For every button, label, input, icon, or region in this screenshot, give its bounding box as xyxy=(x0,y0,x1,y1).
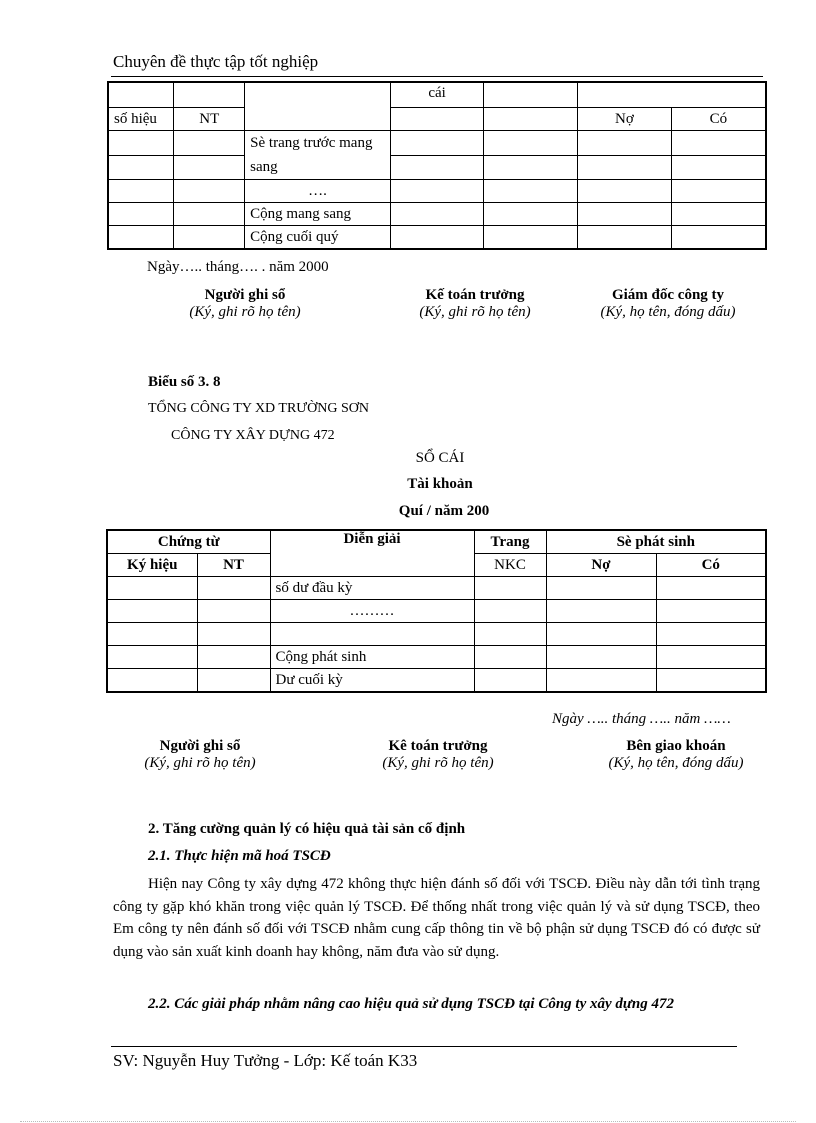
table-cell xyxy=(245,82,391,131)
table-cell xyxy=(474,669,546,693)
table-cell xyxy=(578,155,672,180)
table-cell xyxy=(390,203,484,226)
signature-title: Người ghi sổ xyxy=(159,738,241,754)
table-cell xyxy=(671,180,766,203)
table-cell xyxy=(671,226,766,250)
ledger-table xyxy=(106,529,767,693)
table-cell xyxy=(108,155,174,180)
table-row xyxy=(107,646,766,669)
table-cell xyxy=(484,203,578,226)
signature-title: Kế toán trưởng xyxy=(425,287,525,303)
signature-recorder xyxy=(110,738,290,772)
table-cell xyxy=(107,577,197,600)
page-header-title: Chuyên đề thực tập tốt nghiệp xyxy=(113,52,319,71)
table-cell xyxy=(578,203,672,226)
ledger-title: SỔ CÁI xyxy=(415,450,465,466)
signature-title: Kê toán trưởng xyxy=(388,738,488,754)
table-cell xyxy=(390,108,484,131)
table-cell xyxy=(197,646,270,669)
signature-chief-accountant xyxy=(385,287,565,321)
table-cell xyxy=(474,623,546,646)
table-row xyxy=(108,226,766,250)
table-cell xyxy=(671,203,766,226)
table-cell xyxy=(671,155,766,180)
header-divider xyxy=(111,76,763,77)
ledger-period: Quí / năm 200 xyxy=(398,503,490,519)
table-cell xyxy=(107,646,197,669)
table-row xyxy=(107,669,766,693)
table-cell xyxy=(484,180,578,203)
table-cell xyxy=(484,82,578,108)
column-header: Trang xyxy=(474,530,546,554)
table-cell xyxy=(546,646,656,669)
signature-note: (Ký, ghi rõ họ tên) xyxy=(419,304,531,320)
form-label: Biểu số 3. 8 xyxy=(148,374,221,390)
table-cell: cái xyxy=(390,82,484,108)
table-cell xyxy=(390,131,484,156)
footer-divider xyxy=(111,1046,737,1047)
table-row xyxy=(108,131,766,156)
table-cell xyxy=(108,180,174,203)
table-cell: Cộng phát sinh xyxy=(270,646,474,669)
table-cell xyxy=(108,226,174,250)
table-cell xyxy=(197,577,270,600)
signature-date: Ngày….. tháng…. . năm 2000 xyxy=(147,259,329,275)
table-cell xyxy=(174,82,245,108)
table-cell xyxy=(656,623,766,646)
table-cell xyxy=(174,180,245,203)
table-cell xyxy=(656,577,766,600)
table-cell xyxy=(107,600,197,623)
table-row xyxy=(107,577,766,600)
table-cell xyxy=(474,577,546,600)
table-cell xyxy=(107,623,197,646)
table-cell: Sè trang trước mang sang xyxy=(245,131,391,180)
table-cell xyxy=(656,669,766,693)
table-cell xyxy=(174,226,245,250)
subsection-heading: 2.2. Các giải pháp nhằm nâng cao hiệu quả sử dụng TSCĐ tại Công ty xây dựng 472 xyxy=(148,996,674,1012)
page-edge-divider xyxy=(20,1121,796,1122)
table-cell xyxy=(578,180,672,203)
signature-title: Giám đốc công ty xyxy=(611,287,725,303)
table-cell xyxy=(108,131,174,156)
column-header: Sè phát sinh xyxy=(546,530,766,554)
table-row xyxy=(108,203,766,226)
column-header: NKC xyxy=(474,554,546,577)
table-row xyxy=(108,180,766,203)
org-name: CÔNG TY XÂY DỰNG 472 xyxy=(171,428,335,443)
table-cell xyxy=(390,226,484,250)
column-header: Ký hiệu xyxy=(107,554,197,577)
signature-note: (Ký, họ tên, đóng dấu) xyxy=(608,755,744,771)
table-row xyxy=(107,623,766,646)
table-cell xyxy=(546,623,656,646)
table-cell xyxy=(578,226,672,250)
table-cell xyxy=(578,82,766,108)
table-cell xyxy=(484,131,578,156)
table-row xyxy=(108,108,766,131)
table-cell xyxy=(174,203,245,226)
section-heading: 2. Tăng cường quản lý có hiệu quả tài sản cố định xyxy=(148,821,466,837)
table-cell xyxy=(484,155,578,180)
table-cell xyxy=(474,600,546,623)
table-cell xyxy=(656,600,766,623)
body-paragraph: Hiện nay Công ty xây dựng 472 không thực hiện đánh số đối với TSCĐ. Điều này dẫn tới tình trạng công ty gặp khó khăn trong việc quản lý TSCĐ. Để thống nhất trong việc quản lý và sử dụng TSCĐ, theo Em công ty nên đánh số đối với TSCĐ nhằm cung cấp thông tin về bộ phận sử dụng TSCĐ đó có được sử dụng vào sản xuất kinh doanh hay không, năm đưa vào sử dụng. xyxy=(113,876,760,960)
table-cell xyxy=(390,155,484,180)
table-cell xyxy=(656,646,766,669)
table-cell: Cộng mang sang xyxy=(245,203,391,226)
table-cell xyxy=(108,203,174,226)
column-header: Nợ xyxy=(546,554,656,577)
table-cell: Nợ xyxy=(578,108,672,131)
signature-recorder xyxy=(155,287,335,321)
journal-table xyxy=(107,81,767,250)
table-cell xyxy=(546,577,656,600)
table-cell: Dư cuối kỳ xyxy=(270,669,474,693)
table-cell xyxy=(578,131,672,156)
signature-note: (Ký, ghi rõ họ tên) xyxy=(144,755,256,771)
subsection-heading: 2.1. Thực hiện mã hoá TSCĐ xyxy=(148,848,331,864)
signature-director xyxy=(578,287,758,321)
signature-title: Bên giao khoán xyxy=(626,738,726,754)
table-cell xyxy=(474,646,546,669)
signature-note: (Ký, ghi rõ họ tên) xyxy=(189,304,301,320)
signature-title: Người ghi sổ xyxy=(204,287,286,303)
signature-date: Ngày ….. tháng ….. năm …… xyxy=(552,711,731,727)
table-row xyxy=(108,82,766,108)
table-cell xyxy=(197,623,270,646)
table-cell: Cộng cuối quý xyxy=(245,226,391,250)
table-row xyxy=(107,600,766,623)
ledger-account: Tài khoản xyxy=(407,476,473,492)
table-cell: NT xyxy=(174,108,245,131)
table-cell xyxy=(197,600,270,623)
table-cell xyxy=(484,108,578,131)
column-header: NT xyxy=(197,554,270,577)
table-cell xyxy=(390,180,484,203)
signature-note: (Ký, họ tên, đóng dấu) xyxy=(600,304,736,320)
table-cell: Có xyxy=(671,108,766,131)
table-cell: …. xyxy=(245,180,391,203)
table-cell xyxy=(174,155,245,180)
table-cell xyxy=(546,600,656,623)
signature-chief-accountant xyxy=(348,738,528,772)
table-cell xyxy=(108,82,174,108)
table-cell xyxy=(107,669,197,693)
org-parent: TỔNG CÔNG TY XD TRƯỜNG SƠN xyxy=(148,401,369,416)
column-header: Có xyxy=(656,554,766,577)
column-header: Diễn giải xyxy=(270,530,474,577)
signature-contractor xyxy=(586,738,766,772)
page-footer: SV: Nguyễn Huy Tưởng - Lớp: Kế toán K33 xyxy=(113,1051,418,1070)
table-cell xyxy=(270,623,474,646)
table-cell xyxy=(174,131,245,156)
table-cell xyxy=(671,131,766,156)
table-header-row xyxy=(107,530,766,554)
table-cell xyxy=(546,669,656,693)
table-cell xyxy=(197,669,270,693)
table-row xyxy=(108,155,766,180)
table-cell: số dư đầu kỳ xyxy=(270,577,474,600)
signature-note: (Ký, ghi rõ họ tên) xyxy=(382,755,494,771)
table-cell xyxy=(484,226,578,250)
table-cell: số hiệu xyxy=(108,108,174,131)
table-cell: ……… xyxy=(270,600,474,623)
column-header: Chứng từ xyxy=(107,530,270,554)
